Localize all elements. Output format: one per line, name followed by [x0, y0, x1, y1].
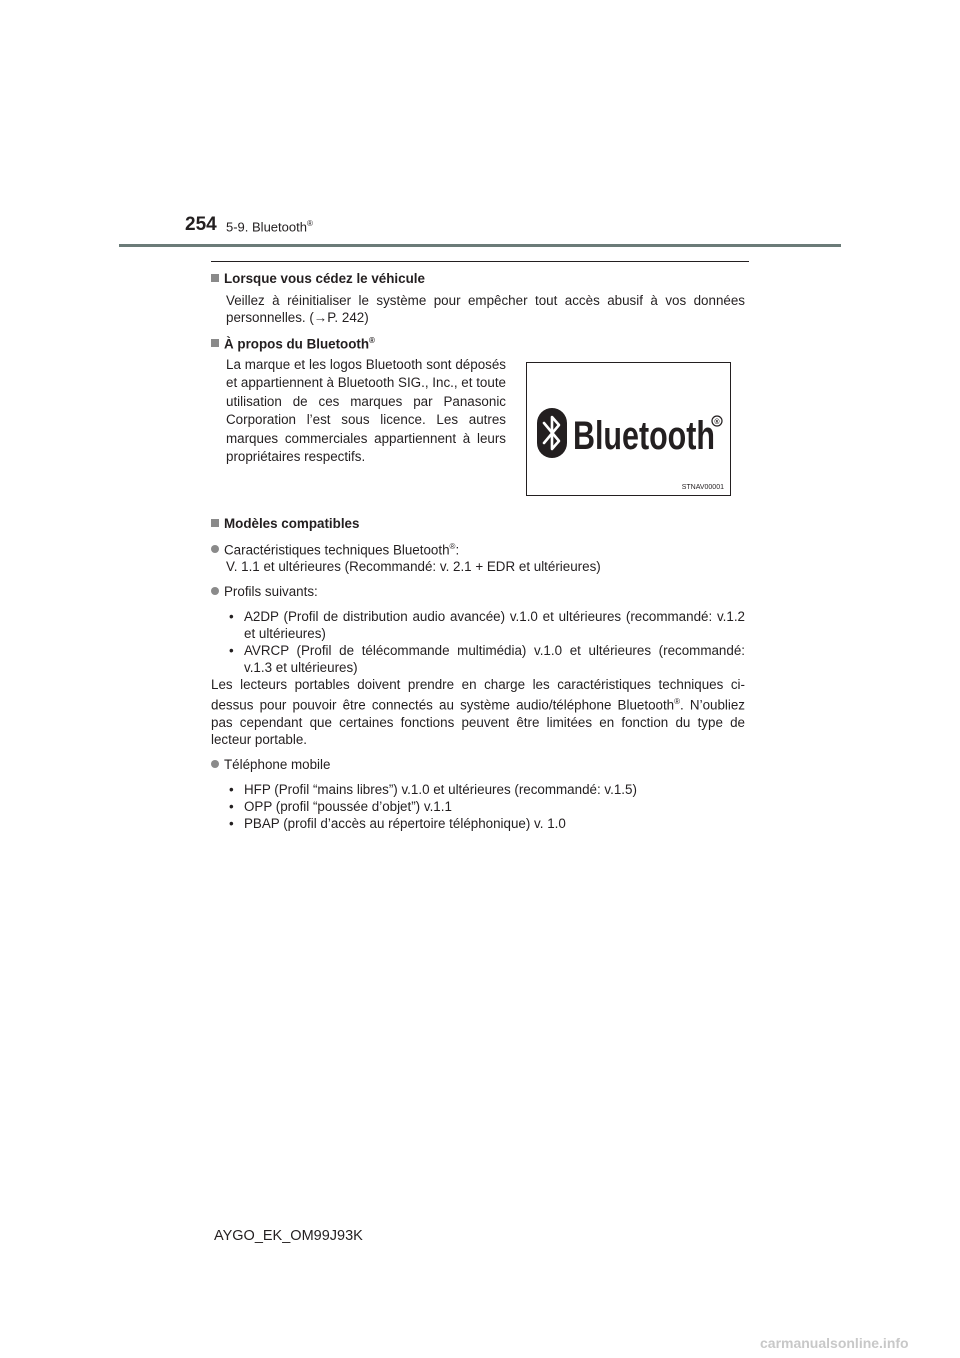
square-bullet-icon — [211, 274, 219, 282]
colon: : — [455, 542, 460, 558]
round-bullet-icon — [211, 760, 219, 768]
registered-mark: ® — [674, 697, 681, 707]
list-item: • A2DP (Profil de distribution audio avancée) v.1.0 et ultérieures (recommandé: v.1.2 et ultérieures) — [229, 608, 745, 642]
round-bullet-icon — [211, 545, 219, 553]
heading-text: À propos du Bluetooth — [224, 336, 370, 352]
bullet-text: Profils suivants: — [224, 584, 318, 600]
bullet-mobile-phone — [211, 756, 745, 773]
spec-version-line: V. 1.1 et ultérieures (Recommandé: v. 2.1 + EDR et ultérieures) — [226, 559, 601, 575]
heading-text: Lorsque vous cédez le véhicule — [224, 271, 425, 286]
logo-registered-mark: ® — [714, 419, 720, 426]
square-bullet-icon — [211, 519, 219, 527]
section-body: Veillez à réinitialiser le système pour empêcher tout accès abusif à vos données personnelles. (→P. 242) — [226, 293, 745, 325]
heading-text: Modèles compatibles — [224, 516, 360, 531]
portable-players-paragraph: Les lecteurs portables doivent prendre en charge les caractéristiques techniques ci-dessus pour pouvoir être connectés au système audio/téléphone Bluetooth®. N’oubliez pas cependant que certaines fonctions peuvent être limitées en fonction du type de lecteur portable. — [211, 677, 745, 747]
section-heading-bluetooth — [211, 332, 375, 352]
profile-list — [229, 608, 745, 676]
bluetooth-logo-icon — [527, 363, 730, 495]
header-rule — [119, 244, 841, 247]
list-item: • PBAP (profil d’accès au répertoire téléphonique) v. 1.0 — [229, 815, 745, 832]
square-bullet-icon — [211, 339, 219, 347]
bullet-text: Téléphone mobile — [224, 756, 331, 772]
watermark: carmanualsonline.info — [760, 1335, 909, 1351]
section-title-text: 5-9. Bluetooth — [226, 219, 307, 235]
list-item: • OPP (profil “poussée d’objet”) v.1.1 — [229, 798, 745, 815]
registered-mark: ® — [449, 542, 456, 551]
section-compatible-models — [211, 515, 745, 832]
page-number: 254 — [185, 214, 217, 235]
registered-mark: ® — [369, 336, 375, 345]
content-rule — [211, 261, 749, 262]
section-heading — [211, 515, 745, 532]
round-bullet-icon — [211, 587, 219, 595]
list-item: • HFP (Profil “mains libres”) v.1.0 et ultérieures (recommandé: v.1.5) — [229, 781, 745, 798]
list-item: • AVRCP (Profil de télécommande multimédia) v.1.0 et ultérieures (recommandé: v.1.3 et ultérieures) — [229, 642, 745, 676]
logo-wordmark: Bluetooth — [573, 414, 715, 458]
bluetooth-trademark-text: La marque et les logos Bluetooth sont déposés et appartiennent à Bluetooth SIG., Inc., et toute utilisation de ces marques par Panasonic Corporation l’est sous licence. Les autres marques commerciales appartiennent à leurs propriétaires respectifs. — [226, 357, 506, 465]
registered-mark: ® — [306, 219, 313, 228]
section-heading — [211, 270, 745, 287]
section-title — [226, 219, 313, 234]
bluetooth-logo-figure — [526, 362, 731, 496]
bullet-profiles — [211, 583, 745, 600]
phone-profile-list — [229, 781, 745, 832]
document-code: AYGO_EK_OM99J93K — [214, 1228, 363, 1244]
bullet-text: Caractéristiques techniques Bluetooth — [224, 542, 450, 558]
section-vehicle-transfer — [211, 270, 745, 326]
bullet-bluetooth-specs — [211, 538, 745, 575]
figure-code: STNAV00001 — [681, 484, 724, 491]
